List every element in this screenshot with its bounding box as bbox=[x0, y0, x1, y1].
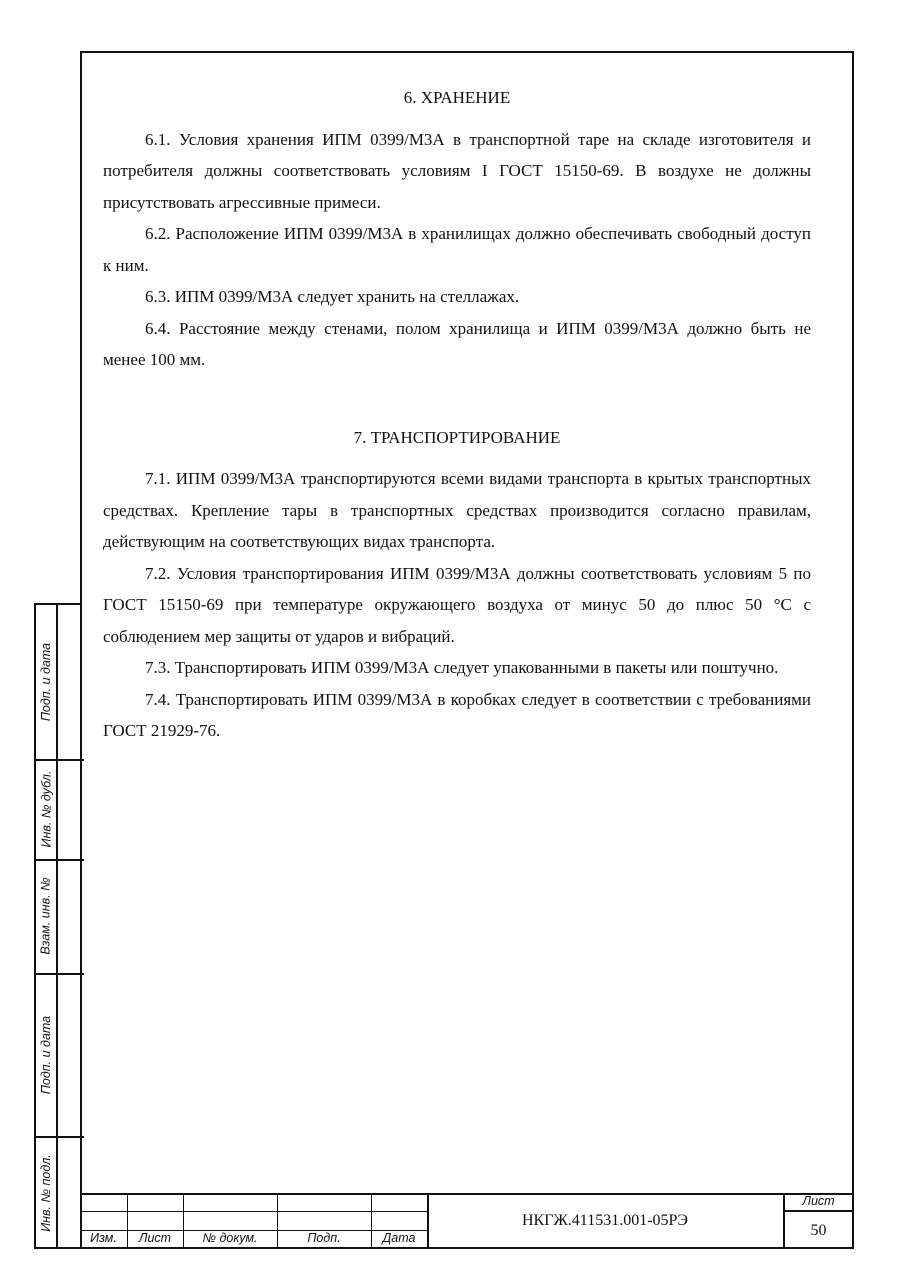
col-doc-number: № докум. bbox=[202, 1231, 258, 1245]
side-stamp bbox=[34, 603, 82, 1249]
title-block bbox=[80, 1193, 854, 1249]
col-date: Дата bbox=[382, 1231, 416, 1245]
paragraph-7-2: 7.2. Условия транспортирования ИПМ 0399/М3А должны соответствовать условиям 5 по ГОСТ 15150-69 при температуре окружающего воздуха от минус 50 до плюс 50 °С с соблюдением мер защиты от ударов и вибраций. bbox=[103, 563, 811, 646]
side-stamp-divider bbox=[56, 605, 58, 1247]
col-signature: Подп. bbox=[307, 1231, 341, 1245]
document-designation: НКГЖ.411531.001-05РЭ bbox=[521, 1212, 688, 1229]
paragraph-6-1: 6.1. Условия хранения ИПМ 0399/М3А в транспортной таре на складе изготовителя и потребителя должны соответствовать условиям I ГОСТ 15150-69. В воздухе не должны присутствовать агрессивные примеси. bbox=[103, 129, 811, 212]
side-label-sign-date-1: Подп. и дата bbox=[39, 642, 54, 722]
document-body bbox=[103, 82, 811, 747]
col-sheet: Лист bbox=[138, 1231, 172, 1245]
section-7-title: 7. ТРАНСПОРТИРОВАНИЕ bbox=[353, 427, 561, 447]
paragraph-7-1: 7.1. ИПМ 0399/М3А транспортируются всеми видами транспорта в крытых транспортных средствах. Крепление тары в транспортных средствах производится согласно правилам, действующим на соответствующих видах транспорта. bbox=[103, 469, 811, 551]
sheet-number: 50 bbox=[810, 1221, 827, 1239]
side-label-dup-inv: Инв. № дубл. bbox=[39, 770, 53, 848]
side-label-orig-inv: Инв. № подл. bbox=[39, 1153, 54, 1232]
paragraph-6-2: 6.2. Расположение ИПМ 0399/М3А в хранилищах должно обеспечивать свободный доступ к ним. bbox=[103, 224, 811, 275]
paragraph-7-4: 7.4. Транспортировать ИПМ 0399/М3А в коробках следует в соответствии с требованиями ГОСТ 21929-76. bbox=[103, 689, 811, 740]
side-label-sign-date-2: Подп. и дата bbox=[39, 1015, 54, 1094]
section-6-title: 6. ХРАНЕНИЕ bbox=[403, 88, 511, 107]
sheet-label: Лист bbox=[802, 1194, 835, 1208]
paragraph-6-3: 6.3. ИПМ 0399/М3А следует хранить на стеллажах. bbox=[145, 287, 520, 306]
side-label-replace-inv: Взам. инв. № bbox=[39, 877, 54, 955]
paragraph-6-4: 6.4. Расстояние между стенами, полом хранилища и ИПМ 0399/М3А должно быть не менее 100 мм. bbox=[103, 318, 811, 369]
col-change: Изм. bbox=[90, 1231, 117, 1245]
paragraph-7-3: 7.3. Транспортировать ИПМ 0399/М3А следует упакованными в пакеты или поштучно. bbox=[145, 658, 779, 677]
